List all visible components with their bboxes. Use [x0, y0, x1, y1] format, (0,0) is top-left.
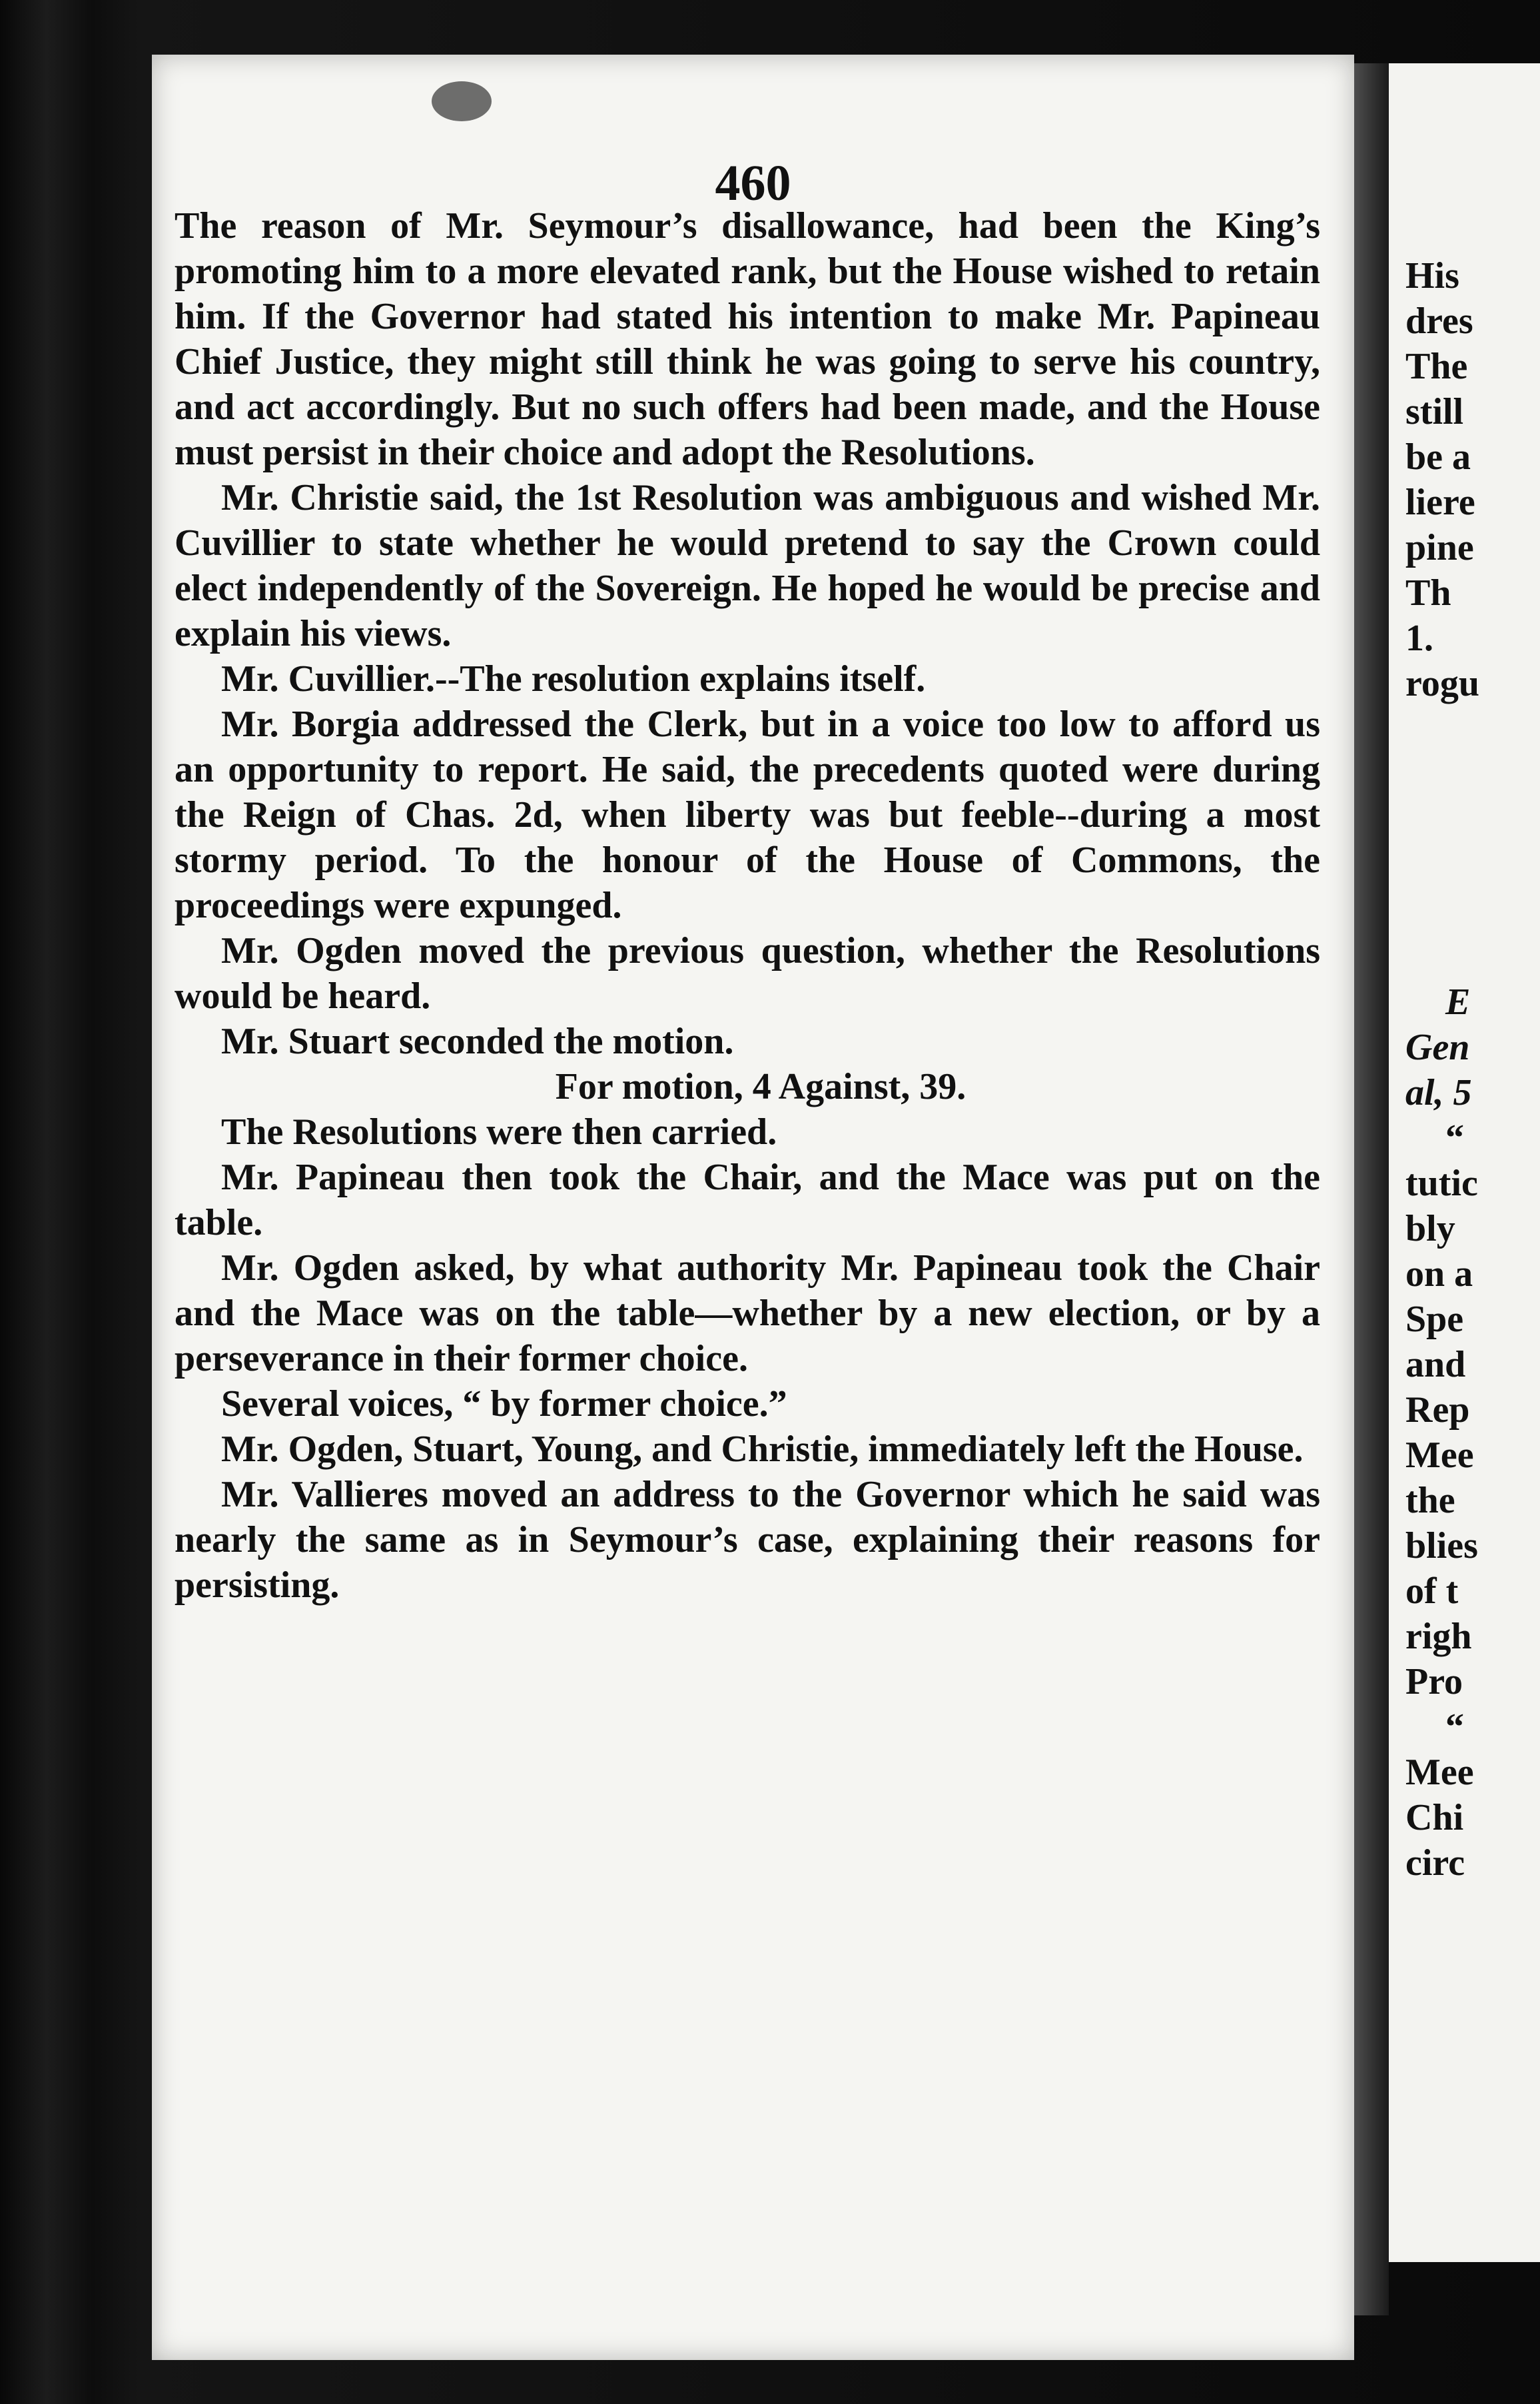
paragraph: Mr. Vallieres moved an address to the Governor which he said was nearly the same as in Seymour’s case, explaining their reasons for persisting. — [175, 1474, 1320, 1606]
facing-line: righ — [1405, 1616, 1472, 1657]
facing-line: Mee — [1405, 1752, 1474, 1793]
page-text — [175, 203, 1320, 1608]
facing-line: Chi — [1405, 1797, 1464, 1838]
facing-page-text — [1405, 253, 1540, 1886]
facing-line: dres — [1405, 300, 1473, 342]
facing-line: and — [1405, 1344, 1466, 1385]
facing-line: the — [1405, 1480, 1455, 1521]
facing-line: on a — [1405, 1253, 1473, 1295]
facing-line: liere — [1405, 482, 1475, 523]
ink-smudge — [432, 81, 492, 121]
vote-tally: For motion, 4 Against, 39. — [555, 1066, 966, 1107]
paragraph: Mr. Stuart seconded the motion. — [221, 1021, 734, 1062]
facing-line: blies — [1405, 1525, 1478, 1566]
paragraph: Mr. Papineau then took the Chair, and the Mace was put on the table. — [175, 1157, 1320, 1243]
page-number: 460 — [715, 155, 791, 211]
paragraph: Mr. Christie said, the 1st Resolution was ambiguous and wished Mr. Cuvillier to state whether he would pretend to say the Crown could elect independently of the Sovereign. He hoped he would be precise and explain his views. — [175, 477, 1320, 654]
facing-line: still — [1405, 391, 1464, 432]
facing-line: bly — [1405, 1208, 1455, 1249]
facing-line: Rep — [1405, 1389, 1470, 1431]
facing-line: “ — [1445, 1117, 1464, 1159]
facing-line: rogu — [1405, 663, 1479, 704]
facing-line: Gen — [1405, 1027, 1470, 1068]
paragraph: Several voices, “ by former choice.” — [221, 1383, 787, 1425]
facing-line: pine — [1405, 527, 1474, 568]
paragraph: Mr. Cuvillier.--The resolution explains itself. — [221, 658, 926, 700]
facing-line: al, 5 — [1405, 1072, 1472, 1113]
paragraph: The Resolutions were then carried. — [221, 1111, 777, 1153]
facing-line: His — [1405, 255, 1459, 297]
facing-line: be a — [1405, 436, 1471, 478]
facing-line: Mee — [1405, 1435, 1474, 1476]
facing-line: circ — [1405, 1842, 1465, 1884]
paragraph: Mr. Ogden moved the previous question, whether the Resolutions would be heard. — [175, 930, 1320, 1017]
facing-line: Pro — [1405, 1661, 1463, 1702]
facing-line: The — [1405, 346, 1468, 387]
paragraph: Mr. Ogden, Stuart, Young, and Christie, immediately left the House. — [221, 1429, 1304, 1470]
facing-line: 1. — [1405, 618, 1433, 659]
facing-heading: E — [1445, 981, 1471, 1023]
facing-line: “ — [1445, 1706, 1464, 1748]
facing-line: Th — [1405, 572, 1451, 614]
paragraph: Mr. Ogden asked, by what authority Mr. Papineau took the Chair and the Mace was on the table—whether by a new election, or by a perseverance in their former choice. — [175, 1247, 1320, 1379]
facing-line: Spe — [1405, 1299, 1464, 1340]
paragraph: The reason of Mr. Seymour’s disallowance, had been the King’s promoting him to a more elevated rank, but the House wished to retain him. If the Governor had stated his intention to make Mr. Papineau Chief Justice, they might still think he was going to serve his country, and act accordingly. But no such offers had been made, and the House must persist in their choice and adopt the Resolutions. — [175, 205, 1320, 473]
facing-line: tutic — [1405, 1163, 1478, 1204]
paragraph: Mr. Borgia addressed the Clerk, but in a voice too low to afford us an opportunity to report. He said, the precedents quoted were during the Reign of Chas. 2d, when liberty was but feeble--during a most stormy period. To the honour of the House of Commons, the proceedings were expunged. — [175, 704, 1320, 926]
facing-line: of t — [1405, 1570, 1459, 1612]
